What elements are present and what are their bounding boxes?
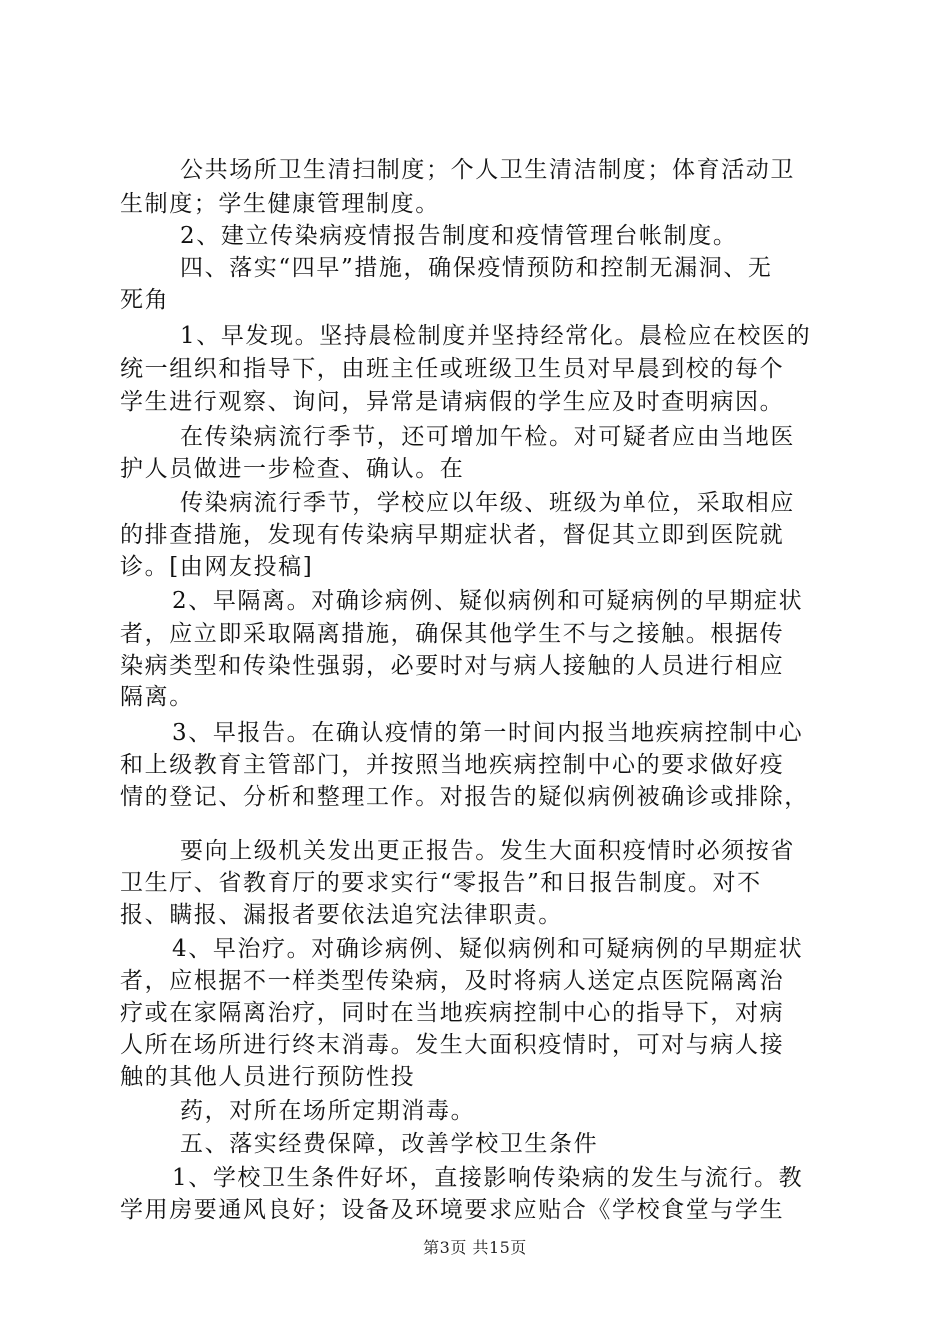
page-footer: 第3页 共15页	[423, 1238, 527, 1257]
text-line: 隔离。	[120, 684, 194, 710]
text-line: 学用房要通风良好；设备及环境要求应贴合《学校食堂与学生	[120, 1197, 785, 1223]
text-line: 者，应立即采取隔离措施，确保其他学生不与之接触。根据传	[120, 621, 785, 647]
text-line: 情的登记、分析和整理工作。对报告的疑似病例被确诊或排除，	[120, 784, 809, 810]
text-line: 死角	[120, 287, 170, 313]
text-line: 在传染病流行季节，还可增加午检。对可疑者应由当地医	[180, 424, 795, 450]
text-line: 药，对所在场所定期消毒。	[180, 1098, 476, 1124]
text-line: 护人员做进一步检查、确认。在	[120, 456, 465, 482]
text-line: 1、早发现。坚持晨检制度并坚持经常化。晨检应在校医的	[180, 323, 812, 349]
text-line: 2、建立传染病疫情报告制度和疫情管理台帐制度。	[180, 223, 738, 249]
text-line: 触的其他人员进行预防性投	[120, 1064, 416, 1090]
text-line: 染病类型和传染性强弱，必要时对与病人接触的人员进行相应	[120, 653, 785, 679]
text-line: 者，应根据不一样类型传染病，及时将病人送定点医院隔离治	[120, 968, 785, 994]
text-line: 五、落实经费保障，改善学校卫生条件	[180, 1131, 599, 1157]
text-line: 卫生厅、省教育厅的要求实行“零报告”和日报告制度。对不	[120, 870, 762, 896]
text-line: 疗或在家隔离治疗，同时在当地疾病控制中心的指导下，对病	[120, 1000, 785, 1026]
text-line: 生制度；学生健康管理制度。	[120, 191, 440, 217]
text-line: 2、早隔离。对确诊病例、疑似病例和可疑病例的早期症状	[172, 588, 804, 614]
text-line: 1、学校卫生条件好坏，直接影响传染病的发生与流行。教	[172, 1165, 804, 1191]
text-line: 诊。[由网友投稿]	[120, 554, 314, 580]
text-line: 学生进行观察、询问，异常是请病假的学生应及时查明病因。	[120, 389, 785, 415]
text-line: 的排查措施，发现有传染病早期症状者，督促其立即到医院就	[120, 522, 785, 548]
text-line: 3、早报告。在确认疫情的第一时间内报当地疾病控制中心	[172, 720, 804, 746]
text-line: 要向上级机关发出更正报告。发生大面积疫情时必须按省	[180, 838, 795, 864]
text-line: 传染病流行季节，学校应以年级、班级为单位，采取相应	[180, 490, 795, 516]
text-line: 和上级教育主管部门，并按照当地疾病控制中心的要求做好疫	[120, 752, 785, 778]
text-line: 四、落实“四早”措施，确保疫情预防和控制无漏洞、无	[180, 255, 773, 281]
text-line: 人所在场所进行终末消毒。发生大面积疫情时，可对与病人接	[120, 1032, 785, 1058]
text-line: 报、瞒报、漏报者要依法追究法律职责。	[120, 902, 563, 928]
text-line: 统一组织和指导下，由班主任或班级卫生员对早晨到校的每个	[120, 356, 785, 382]
text-line: 4、早治疗。对确诊病例、疑似病例和可疑病例的早期症状	[172, 936, 804, 962]
text-line: 公共场所卫生清扫制度；个人卫生清洁制度；体育活动卫	[180, 157, 795, 183]
